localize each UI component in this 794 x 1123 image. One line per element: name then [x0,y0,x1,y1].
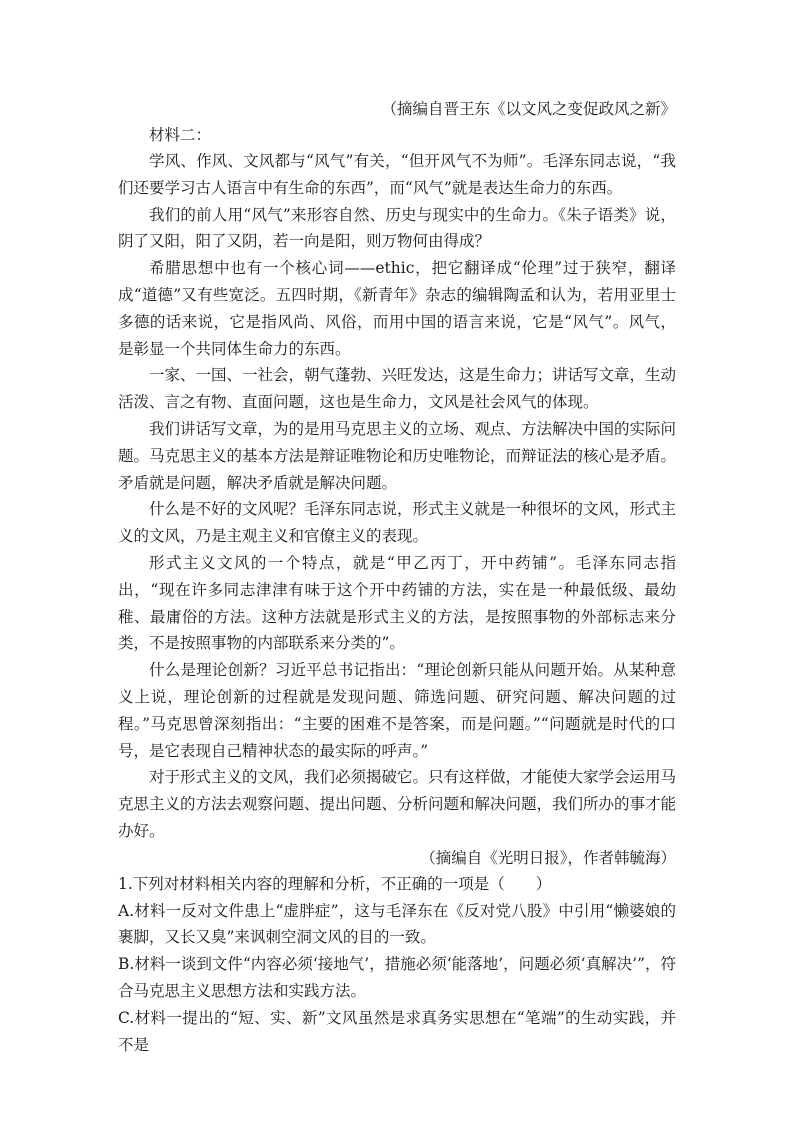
material-2-label: 材料二： [149,126,212,144]
document-content [118,96,676,1058]
material-2-paragraph: 对于形式主义的文风，我们必须揭破它。只有这样做，才能使大家学会运用马克思主义的方法去观察问题、提出问题、分析问题和解决问题，我们所办的事才能办好。 [118,768,677,840]
source-citation-1: （摘编自晋王东《以文风之变促政风之新》 [381,100,676,118]
option-b: B.材料一谈到文件“内容必须‘接地气’，措施必须‘能落地’，问题必须‘真解决’”，符合马克思主义思想方法和实践方法。 [118,955,676,1000]
material-2-paragraph: 学风、作风、文风都与“风气”有关，“但开风气不为师”。毛泽东同志说，“我们还要学习古人语言中有生命的东西”，而“风气”就是表达生命力的东西。 [118,152,676,197]
material-2-paragraph: 什么是理论创新？习近平总书记指出：“理论创新只能从问题开始。从某种意义上说，理论创新的过程就是发现问题、筛选问题、研究问题、解决问题的过程。”马克思曾深刻指出：“主要的困难不是答案，而是问题。”“问题就是时代的口号，是它表现自己精神状态的最实际的呼声。” [118,661,676,760]
material-2-paragraph: 我们讲话写文章，为的是用马克思主义的立场、观点、方法解决中国的实际问题。马克思主义的基本方法是辩证唯物论和历史唯物论，而辩证法的核心是矛盾。矛盾就是问题，解决矛盾就是解决问题。 [118,419,677,492]
option-a: A.材料一反对文件患上“虚胖症”，这与毛泽东在《反对党八股》中引用“懒婆娘的裹脚，又长又臭”来讽刺空洞文风的目的一致。 [118,901,676,947]
material-2-paragraph: 一家、一国、一社会，朝气蓬勃、兴旺发达，这是生命力；讲话写文章，生动活泼、言之有物、直面问题，这也是生命力，文风是社会风气的体现。 [118,366,677,412]
material-2-paragraph: 形式主义文风的一个特点，就是“甲乙丙丁，开中药铺”。毛泽东同志指出，“现在许多同志津津有味于这个开中药铺的方法，实在是一种最低级、最幼稚、最庸俗的方法。这种方法就是形式主义的方法，是按照事物的外部标志来分类，不是按照事物的内部联系来分类的”。 [118,553,676,653]
material-2-paragraph: 我们的前人用“风气”来形容自然、历史与现实中的生命力。《朱子语类》说，阴了又阳，阳了又阴，若一向是阳，则万物何由得成？ [118,205,676,251]
question-stem: 1.下列对材料相关内容的理解和分析，不正确的一项是（ ） [118,874,552,893]
material-2-paragraph: 什么是不好的文风呢？毛泽东同志说，形式主义就是一种很坏的文风，形式主义的文风，乃是主观主义和官僚主义的表现。 [118,500,677,546]
option-c: C.材料一提出的“短、实、新”文风虽然是求真务实思想在“笔端”的生动实践，并不是 [118,1008,676,1054]
source-citation-2: （摘编自《光明日报》，作者韩毓海） [420,848,676,867]
material-2-paragraph: 希腊思想中也有一个核心词——ethic，把它翻译成“伦理”过于狭窄，翻译成“道德”又有些宽泛。五四时期，《新青年》杂志的编辑陶孟和认为，若用亚里士多德的话来说，它是指风尚、风俗，而用中国的语言来说，它是“风气”。风气，是彰显一个共同体生命力的东西。 [118,259,676,358]
